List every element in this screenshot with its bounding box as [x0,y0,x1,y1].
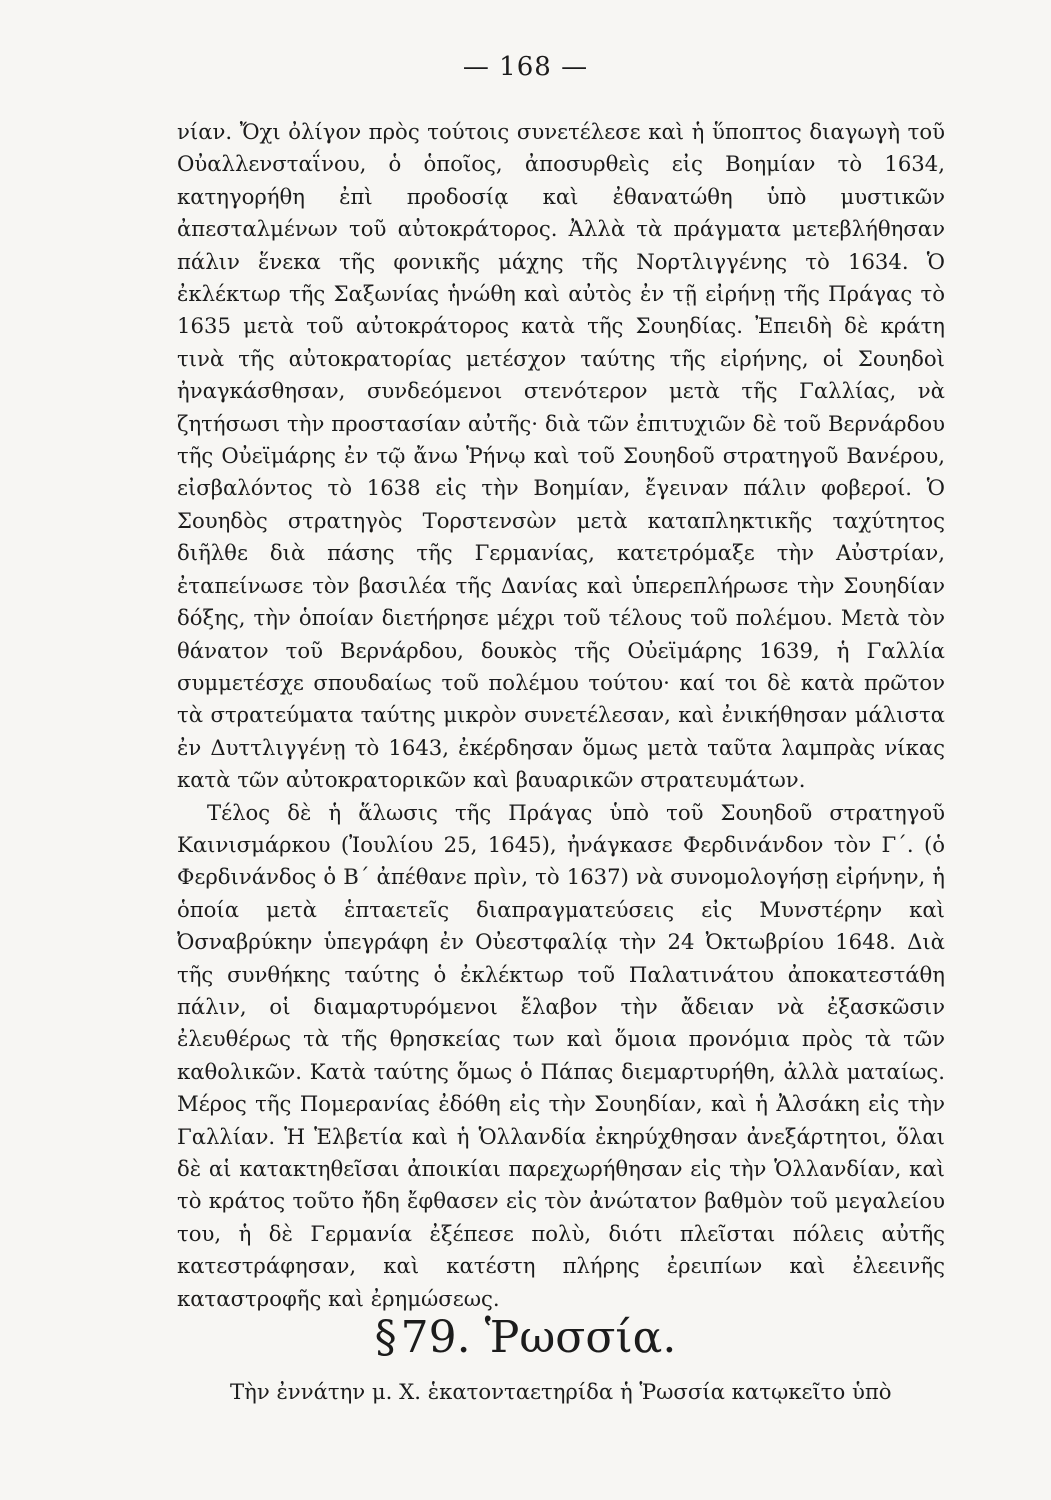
section-number: 79. [400,1312,471,1363]
paragraph: Τέλος δὲ ἡ ἅλωσις τῆς Πράγας ὑπὸ τοῦ Σουηδοῦ στρατηγοῦ Καινισμάρκου (Ἰουλίου 25, 1645), ἠνάγκασε Φερδινάνδον τὸν Γ΄. (ὁ Φερδινάνδος ὁ Β΄ ἀπέθανε πρὶν, τὸ 1637) νὰ συνομολογήσῃ εἰρήνην, ἡ ὁποία μετὰ ἑπταετεῖς διαπραγματεύσεις εἰς Μυνστέρην καὶ Ὀσναβρύκην ὑπεγράφη ἐν Οὐεστφαλίᾳ τὴν 24 Ὀκτωβρίου 1648. Διὰ τῆς συνθήκης ταύτης ὁ ἐκλέκτωρ τοῦ Παλατινάτου ἀποκατεστάθη πάλιν, οἱ διαμαρτυρόμενοι ἔλαβον τὴν ἄδειαν νὰ ἐξασκῶσιν ἐλευθέρως τὰ τῆς θρησκείας των καὶ ὅμοια προνόμια πρὸς τὰ τῶν καθολικῶν. Κατὰ ταύτης ὅμως ὁ Πάπας διεμαρτυρήθη, ἀλλὰ ματαίως. Μέρος τῆς Πομερανίας ἐδόθη εἰς τὴν Σουηδίαν, καὶ ἡ Ἀλσάκη εἰς τὴν Γαλλίαν. Ἡ Ἑλβετία καὶ ἡ Ὁλλανδία ἐκηρύχθησαν ἀνεξάρτητοι, ὅλαι δὲ αἱ κατακτηθεῖσαι ἀποικίαι παρεχωρήθησαν εἰς τὴν Ὁλλανδίαν, καὶ τὸ κράτος τοῦτο ἤδη ἔφθασεν εἰς τὸν ἀνώτατον βαθμὸν τοῦ μεγαλείου του, ἡ δὲ Γερμανία ἐξέπεσε πολὺ, διότι πλεῖσται πόλεις αὐτῆς κατεστράφησαν, καὶ κατέστη πλήρης ἐρειπίων καὶ ἐλεεινῆς καταστροφῆς καὶ ἐρημώσεως. [177,799,945,1311]
body-text [177,116,945,1315]
section-heading [0,1310,1051,1366]
page-number: — 168 — [462,52,589,82]
section-title: Ῥωσσία. [484,1312,677,1363]
paragraph: νίαν. Ὄχι ὀλίγον πρὸς τούτοις συνετέλεσε καὶ ἡ ὕποπτος διαγωγὴ τοῦ Οὐαλλενσταΐνου, ὁ ὁποῖος, ἀποσυρθεὶς εἰς Βοημίαν τὸ 1634, κατηγορήθη ἐπὶ προδοσίᾳ καὶ ἐθανατώθη ὑπὸ μυστικῶν ἀπεσταλμένων τοῦ αὐτοκράτορος. Ἀλλὰ τὰ πράγματα μετεβλήθησαν πάλιν ἕνεκα τῆς φονικῆς μάχης τῆς Νορτλιγγένης τὸ 1634. Ὁ ἐκλέκτωρ τῆς Σαξωνίας ἡνώθη καὶ αὐτὸς ἐν τῇ εἰρήνῃ τῆς Πράγας τὸ 1635 μετὰ τοῦ αὐτοκράτορος κατὰ τῆς Σουηδίας. Ἐπειδὴ δὲ κράτη τινὰ τῆς αὐτοκρατορίας μετέσχον ταύτης τῆς εἰρήνης, οἱ Σουηδοὶ ἠναγκάσθησαν, συνδεόμενοι στενότερον μετὰ τῆς Γαλλίας, νὰ ζητήσωσι τὴν προστασίαν αὐτῆς· διὰ τῶν ἐπιτυχιῶν δὲ τοῦ Βερνάρδου τῆς Οὐεϊμάρης ἐν τῷ ἄνω Ῥήνῳ καὶ τοῦ Σουηδοῦ στρατηγοῦ Βανέρου, εἰσβαλόντος τὸ 1638 εἰς τὴν Βοημίαν, ἔγειναν πάλιν φοβεροί. Ὁ Σουηδὸς στρατηγὸς Τορστενσὼν μετὰ καταπληκτικῆς ταχύτητος διῆλθε διὰ πάσης τῆς Γερμανίας, κατετρόμαξε τὴν Αὐστρίαν, ἐταπείνωσε τὸν βασιλέα τῆς Δανίας καὶ ὑπερεπλήρωσε τὴν Σουηδίαν δόξης, τὴν ὁποίαν διετήρησε μέχρι τοῦ τέλους τοῦ πολέμου. Μετὰ τὸν θάνατον τοῦ Βερνάρδου, δουκὸς τῆς Οὐεϊμάρης 1639, ἡ Γαλλία συμμετέσχε σπουδαίως τοῦ πολέμου τούτου· καί τοι δὲ κατὰ πρῶτον τὰ στρατεύματα ταύτης μικρὸν συνετέλεσαν, καὶ ἐνικήθησαν μάλιστα ἐν Δυττλιγγένῃ τὸ 1643, ἐκέρδησαν ὅμως μετὰ ταῦτα λαμπρὰς νίκας κατὰ τῶν αὐτοκρατορικῶν καὶ βαυαρικῶν στρατευμάτων. [177,119,945,793]
paragraph-start: Τὴν ἐννάτην μ. Χ. ἑκατονταετηρίδα ἡ Ῥωσσία κατῳκεῖτο ὑπὸ [230,1379,892,1404]
section-sign: § [374,1312,397,1363]
